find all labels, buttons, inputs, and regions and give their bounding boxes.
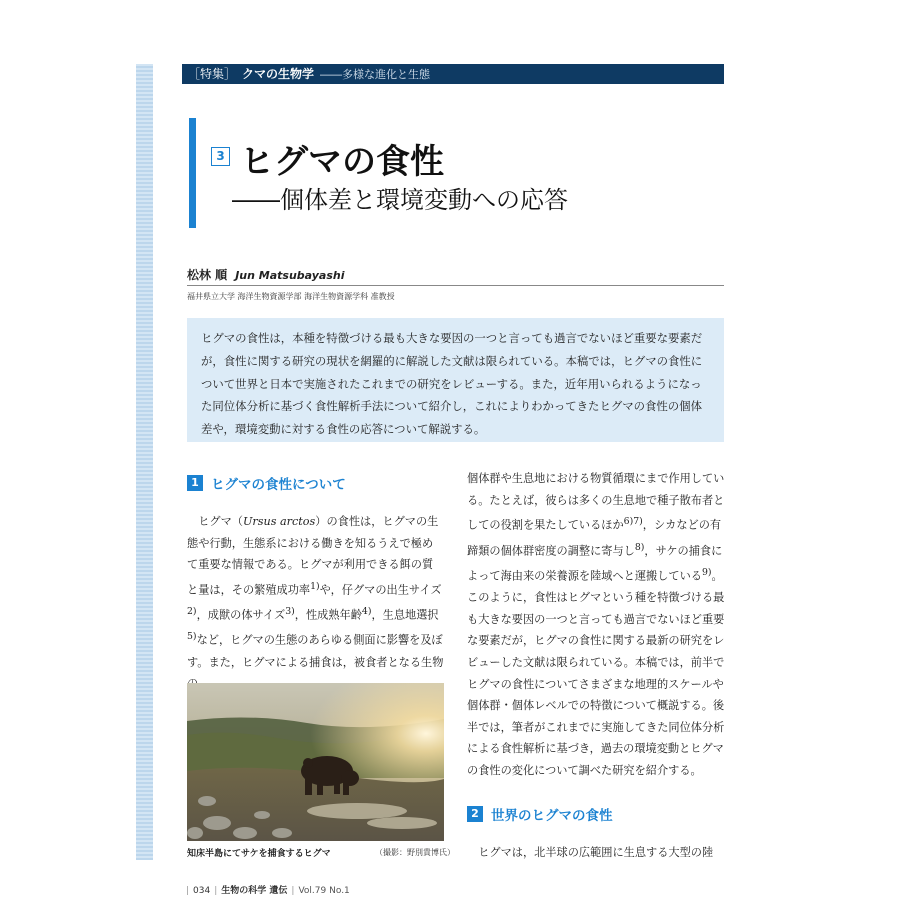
author-divider — [187, 285, 724, 286]
journal-volume: Vol.79 No.1 — [298, 886, 350, 896]
photo-credit: （撮影：野別貴博氏） — [375, 848, 455, 857]
citation: 5) — [187, 631, 197, 643]
section-2-number: 2 — [467, 806, 483, 822]
feature-header-band — [182, 64, 724, 84]
feature-tag: ［特集］ — [188, 67, 237, 81]
title-accent-bar — [189, 118, 196, 228]
citation: 6)7) — [623, 516, 643, 528]
section-2-paragraph: ヒグマは，北半球の広範囲に生息する大型の陸 — [478, 846, 714, 859]
page-number: 034 — [193, 886, 211, 896]
photo-brown-bear-salmon — [187, 683, 444, 841]
section-1-title: ヒグマの食性について — [211, 477, 346, 493]
species-name: Ursus arctos — [242, 515, 316, 528]
author-line — [187, 266, 344, 283]
section-2-title: 世界のヒグマの食性 — [491, 808, 613, 824]
citation: 2) — [187, 606, 197, 618]
journal-title: 生物の科学 遺伝 — [221, 886, 288, 896]
section-1-number: 1 — [187, 475, 203, 491]
author-name-ja: 松林 順 — [187, 268, 228, 282]
author-name-en: Jun Matsubayashi — [235, 269, 345, 282]
feature-subtitle: ――多様な進化と生態 — [320, 68, 431, 81]
page-footer: | 034 | 生物の科学 遺伝 | Vol.79 No.1 — [186, 886, 350, 896]
citation: 1) — [310, 580, 320, 592]
citation: 4) — [361, 606, 372, 618]
section-2-body — [467, 842, 725, 864]
feature-title: クマの生物学 — [242, 67, 315, 81]
article-title: ヒグマの食性 — [240, 142, 444, 182]
article-subtitle: ――個体差と環境変動への応答 — [232, 186, 568, 214]
section-1-paragraph: ヒグマ（Ursus arctos）の食性は，ヒグマの生態や行動，生態系における働きを知るうえで極めて重要な情報である。ヒグマが利用できる餌の質と量は，その繁殖成功率$^{1)}$や，仔グマの出生サイズ$^{2)}$，成獣の体サイズ$^{3)}$，性成熟年齢$^{4)}$，生息地選択$^{5)}$など，ヒグマの生態のあらゆる側面に影響を及ぼす。また，ヒグマによる捕食は，被食者となる生物 — [187, 515, 444, 669]
citation: 8) — [634, 541, 645, 553]
citation: 9) — [701, 566, 712, 578]
author-affiliation: 福井県立大学 海洋生物資源学部 海洋生物資源学科 准教授 — [187, 292, 395, 301]
decorative-side-strip — [136, 64, 153, 860]
section-1-heading — [187, 473, 346, 493]
section-1-paragraph-continued: 個体群や生息地における物質循環にまで作用している。たとえば，彼らは多くの生息地で種子散布者としての役割を果たしているほか$^{6)7)}$，シカなどの有蹄類の個体群密度の調整に寄与し$^{8)}$，サケの捕食によって海由来の栄養源を陸域へと運搬している$^{9)}$。このように，食性はヒグマという種を特徴づける最も大きな要因の一つと言っても過言でないほど重要な要素だが，ヒグマの食性に関する最新の研究をレビューした文献は限られている。本稿では，前半でヒグマの食性についてさまざまな地理的スケールや個体群・個体レベルでの特徴について概説する。後半では，筆者がこれまでに実施してきた同位体分析による食性解析に基づき，過去の環境変動とヒグマの食性の変化について調べた研究を紹介する。 — [467, 472, 725, 777]
abstract-text: ヒグマの食性は，本種を特徴づける最も大きな要因の一つと言っても過言でないほど重要な要素だが，食性に関する研究の現状を網羅的に解説した文献は限られている。本稿では，ヒグマの食性について世界と日本で実施されたこれまでの研究をレビューする。また，近年用いられるようになった同位体分析に基づく食性解析手法について紹介し，これによりわかってきたヒグマの食性の個体差や，環境変動に対する食性の応答について解説する。 — [201, 331, 703, 437]
article-number-badge: 3 — [211, 147, 230, 166]
body-column-right — [467, 468, 725, 782]
citation: 3) — [285, 606, 295, 618]
photo-caption: 知床半島にてサケを捕食するヒグマ — [187, 849, 331, 859]
abstract-box — [187, 318, 724, 442]
section-2-heading — [467, 804, 613, 824]
body-column-left — [187, 511, 444, 695]
